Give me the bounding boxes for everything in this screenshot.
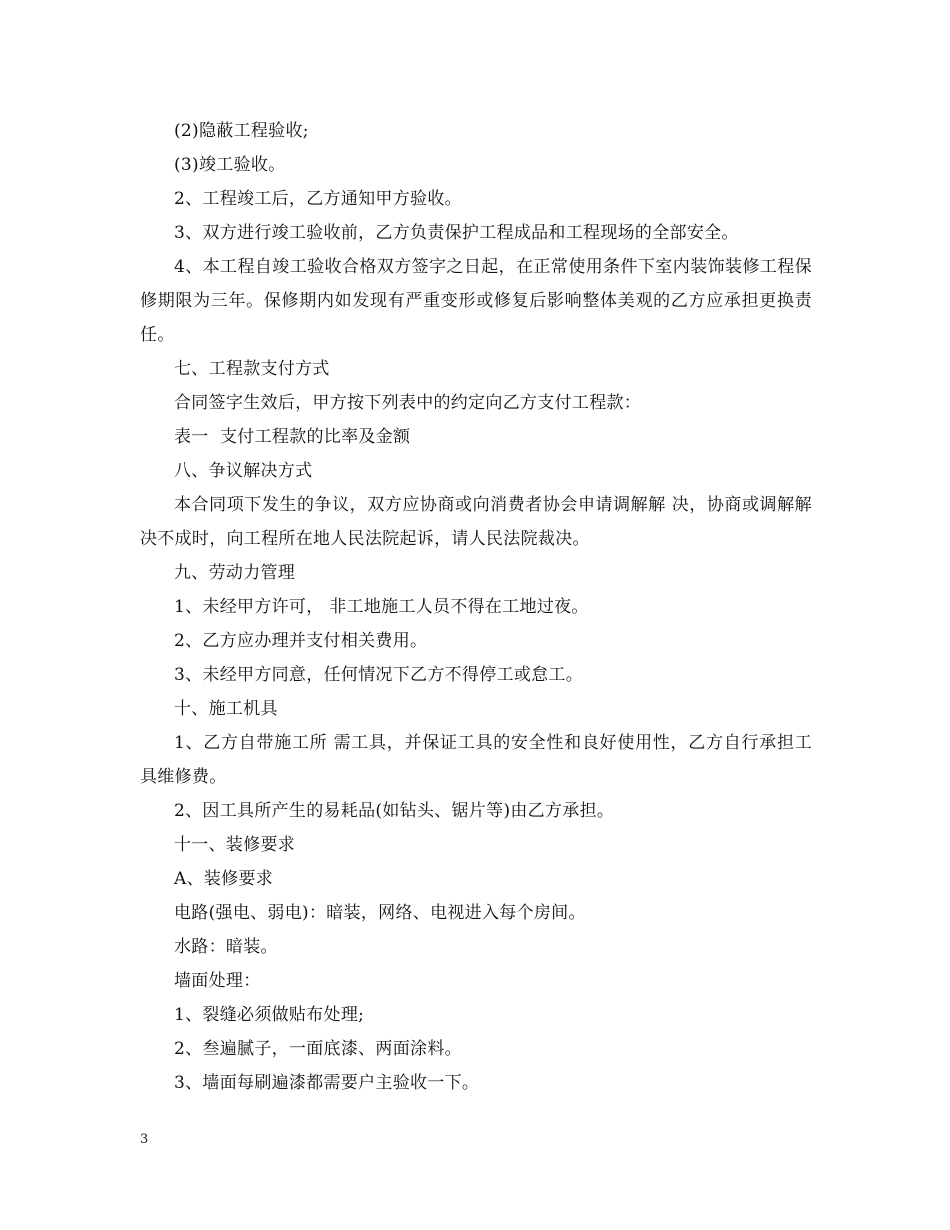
paragraph: 2、因工具所产生的易耗品(如钻头、锯片等)由乙方承担。 <box>174 801 615 821</box>
paragraph: 3、墙面每刷遍漆都需要户主验收一下。 <box>174 1073 480 1093</box>
paragraph: 3、未经甲方同意，任何情况下乙方不得停工或怠工。 <box>174 665 584 685</box>
paragraph: 3、双方进行竣工验收前，乙方负责保护工程成品和工程现场的全部安全。 <box>174 223 739 243</box>
paragraph: 2、工程竣工后，乙方通知甲方验收。 <box>174 189 462 209</box>
section-heading: 十一、装修要求 <box>174 835 296 855</box>
paragraph: 2、乙方应办理并支付相关费用。 <box>174 631 428 651</box>
paragraph: (2)隐蔽工程验收; <box>174 121 309 141</box>
paragraph: 2、叁遍腻子，一面底漆、两面涂料。 <box>174 1039 462 1059</box>
paragraph: 本合同项下发生的争议，双方应协商或向消费者协会申请调解解 决，协商或调解解决不成时，向工程所在地人民法院起诉，请人民法院裁决。 <box>140 495 812 549</box>
paragraph: 墙面处理： <box>174 971 261 991</box>
section-heading: 七、工程款支付方式 <box>174 359 330 379</box>
section-heading: 八、争议解决方式 <box>174 461 313 481</box>
table-caption: 表一 支付工程款的比率及金额 <box>174 427 411 447</box>
paragraph: 1、未经甲方许可， 非工地施工人员不得在工地过夜。 <box>174 597 589 617</box>
subsection-heading: A、装修要求 <box>174 869 274 889</box>
section-heading: 九、劳动力管理 <box>174 563 296 583</box>
paragraph: 1、裂缝必须做贴布处理; <box>174 1005 365 1025</box>
paragraph: (3)竣工验收。 <box>174 155 286 175</box>
page-number: 3 <box>140 1132 149 1147</box>
paragraph: 水路：暗装。 <box>174 937 278 957</box>
paragraph: 1、乙方自带施工所 需工具，并保证工具的安全性和良好使用性，乙方自行承担工具维修费。 <box>140 733 812 787</box>
paragraph: 4、本工程自竣工验收合格双方签字之日起，在正常使用条件下室内装饰装修工程保修期限为三年。保修期内如发现有严重变形或修复后影响整体美观的乙方应承担更换责任。 <box>140 257 812 345</box>
document-body <box>140 114 812 1100</box>
section-heading: 十、施工机具 <box>174 699 278 719</box>
paragraph: 电路(强电、弱电)：暗装，网络、电视进入每个房间。 <box>174 903 586 923</box>
paragraph: 合同签字生效后，甲方按下列表中的约定向乙方支付工程款： <box>174 393 642 413</box>
